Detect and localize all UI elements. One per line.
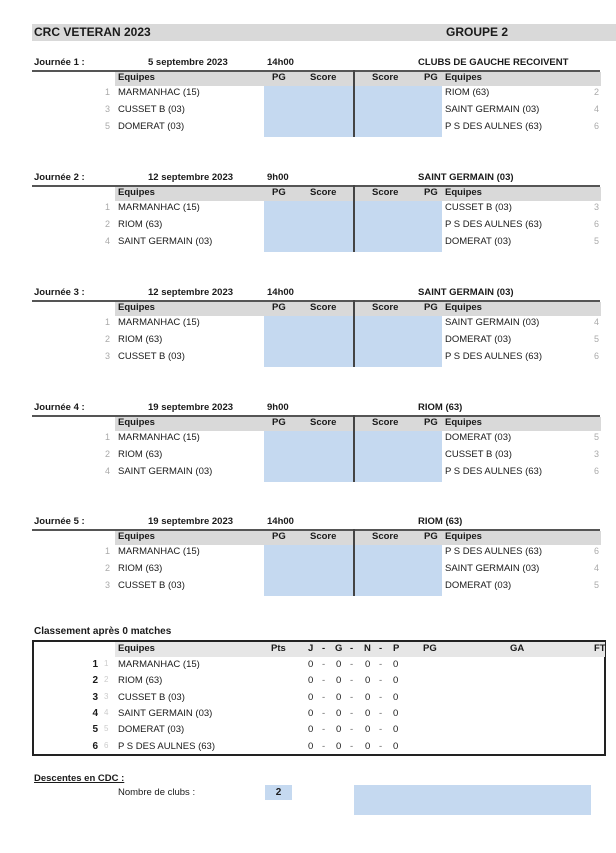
home-team: RIOM (63) [118, 219, 163, 230]
journee-label: Journée 4 : [34, 402, 85, 413]
away-team: P S DES AULNES (63) [445, 121, 542, 132]
journee-block [0, 57, 616, 147]
left-seed: 1 [104, 546, 110, 556]
left-seed: 3 [104, 351, 110, 361]
stat-j: 0 [308, 724, 314, 736]
team-name: P S DES AULNES (63) [118, 740, 215, 752]
standings-row [0, 675, 616, 691]
journee-time: 14h00 [267, 516, 294, 527]
stat-n: 0 [365, 740, 371, 752]
header-pg-left: PG [272, 72, 286, 83]
stat-separator: - [322, 659, 326, 670]
left-seed: 4 [104, 236, 110, 246]
right-seed: 6 [594, 466, 600, 476]
header-score-left: Score [310, 72, 337, 83]
match-row [0, 317, 616, 334]
right-seed: 6 [594, 546, 600, 556]
standings-header-dash: - [379, 643, 383, 654]
standings-row [0, 741, 616, 757]
journee-block [0, 516, 616, 606]
away-team: DOMERAT (03) [445, 432, 512, 443]
right-seed: 2 [594, 87, 600, 97]
seed: 5 [104, 724, 109, 734]
stat-j: 0 [308, 740, 314, 752]
left-seed: 1 [104, 87, 110, 97]
stat-separator: - [322, 740, 326, 752]
stat-g: 0 [336, 675, 342, 687]
header-score-left: Score [310, 187, 337, 198]
home-team: DOMERAT (03) [118, 121, 185, 132]
stat-g: 0 [336, 740, 342, 752]
journee-date: 19 septembre 2023 [148, 402, 234, 413]
away-team: P S DES AULNES (63) [445, 351, 542, 362]
header-pg-left: PG [272, 187, 286, 198]
stat-p: 0 [393, 675, 399, 687]
away-team: DOMERAT (03) [445, 334, 512, 345]
stat-separator: - [379, 691, 383, 703]
rank: 1 [92, 659, 98, 670]
journee-host: RIOM (63) [418, 516, 463, 527]
right-seed: 5 [594, 580, 600, 590]
header-equipes-right: Equipes [445, 531, 482, 542]
left-seed: 1 [104, 202, 110, 212]
home-team: MARMANHAC (15) [118, 202, 200, 213]
journee-label: Journée 2 : [34, 172, 85, 183]
home-team: MARMANHAC (15) [118, 87, 200, 98]
left-seed: 2 [104, 219, 110, 229]
home-team: RIOM (63) [118, 449, 163, 460]
match-row [0, 546, 616, 563]
header-equipes-right: Equipes [445, 187, 482, 198]
stat-n: 0 [365, 659, 371, 670]
journee-date: 12 septembre 2023 [148, 287, 234, 298]
team-name: MARMANHAC (15) [118, 659, 200, 670]
journee-date: 5 septembre 2023 [148, 57, 228, 68]
away-team: P S DES AULNES (63) [445, 219, 542, 230]
standings-header-dash: - [350, 643, 354, 654]
header-pg-right: PG [424, 302, 438, 313]
stat-j: 0 [308, 675, 314, 687]
stat-separator: - [350, 724, 354, 736]
journee-label: Journée 3 : [34, 287, 85, 298]
right-seed: 5 [594, 432, 600, 442]
stat-separator: - [379, 724, 383, 736]
seed: 3 [104, 691, 109, 701]
rank: 5 [92, 724, 98, 736]
stat-p: 0 [393, 740, 399, 752]
away-team: DOMERAT (03) [445, 236, 512, 247]
home-team: CUSSET B (03) [118, 580, 185, 591]
stat-separator: - [322, 675, 326, 687]
match-row [0, 236, 616, 253]
header-pg-right: PG [424, 531, 438, 542]
header-pg-left: PG [272, 417, 286, 428]
standings-row [0, 692, 616, 708]
stat-separator: - [322, 691, 326, 703]
home-team: CUSSET B (03) [118, 104, 185, 115]
stat-separator: - [350, 675, 354, 687]
right-seed: 5 [594, 334, 600, 344]
seed: 2 [104, 675, 109, 685]
journee-time: 9h00 [267, 402, 289, 413]
standings-header [115, 642, 605, 657]
match-row [0, 351, 616, 368]
right-seed: 3 [594, 449, 600, 459]
stat-separator: - [379, 659, 383, 670]
journee-header-row [115, 302, 601, 316]
page-title: CRC VETERAN 2023 [34, 25, 151, 39]
header-equipes-left: Equipes [118, 187, 155, 198]
left-seed: 4 [104, 466, 110, 476]
seed: 6 [104, 740, 109, 750]
journee-host: SAINT GERMAIN (03) [418, 172, 514, 183]
left-seed: 3 [104, 580, 110, 590]
standings-title: Classement après 0 matches [34, 626, 172, 637]
away-team: P S DES AULNES (63) [445, 546, 542, 557]
left-seed: 1 [104, 432, 110, 442]
stat-separator: - [350, 659, 354, 670]
left-seed: 2 [104, 334, 110, 344]
header-equipes-left: Equipes [118, 302, 155, 313]
rank: 2 [92, 675, 98, 687]
rank: 3 [92, 691, 98, 703]
journee-time: 14h00 [267, 287, 294, 298]
right-seed: 4 [594, 104, 600, 114]
journee-time: 14h00 [267, 57, 294, 68]
left-seed: 2 [104, 449, 110, 459]
rank: 4 [92, 707, 98, 719]
left-seed: 2 [104, 563, 110, 573]
journee-header-row [115, 417, 601, 431]
home-team: RIOM (63) [118, 334, 163, 345]
right-seed: 3 [594, 202, 600, 212]
stat-p: 0 [393, 659, 399, 670]
match-row [0, 432, 616, 449]
header-score-left: Score [310, 531, 337, 542]
journee-time: 9h00 [267, 172, 289, 183]
stat-p: 0 [393, 691, 399, 703]
header-equipes-right: Equipes [445, 302, 482, 313]
right-seed: 6 [594, 219, 600, 229]
stat-p: 0 [393, 707, 399, 719]
stat-separator: - [379, 740, 383, 752]
header-equipes-right: Equipes [445, 417, 482, 428]
match-row [0, 449, 616, 466]
stat-n: 0 [365, 675, 371, 687]
seed: 4 [104, 707, 109, 717]
standings-header-pg: PG [423, 643, 437, 654]
match-row [0, 202, 616, 219]
stat-g: 0 [336, 707, 342, 719]
journee-date: 12 septembre 2023 [148, 172, 234, 183]
right-seed: 4 [594, 563, 600, 573]
descentes-title: Descentes en CDC : [34, 773, 125, 784]
journee-block [0, 402, 616, 492]
home-team: MARMANHAC (15) [118, 546, 200, 557]
match-row [0, 121, 616, 138]
stat-n: 0 [365, 707, 371, 719]
stat-separator: - [379, 675, 383, 687]
stat-g: 0 [336, 691, 342, 703]
away-team: DOMERAT (03) [445, 580, 512, 591]
header-pg-right: PG [424, 417, 438, 428]
standings-header-j: J [308, 643, 314, 654]
stat-j: 0 [308, 707, 314, 719]
journee-label: Journée 5 : [34, 516, 85, 527]
header-pg-left: PG [272, 302, 286, 313]
descentes-count-field[interactable]: 2 [265, 785, 292, 800]
match-row [0, 334, 616, 351]
descentes-label: Nombre de clubs : [118, 787, 196, 798]
home-team: RIOM (63) [118, 563, 163, 574]
home-team: MARMANHAC (15) [118, 317, 200, 328]
standings-header-dash: - [322, 643, 326, 654]
standings-header-ga: GA [510, 643, 525, 654]
home-team: SAINT GERMAIN (03) [118, 236, 213, 247]
header-equipes-right: Equipes [445, 72, 482, 83]
standings-header-equipes: Equipes [118, 643, 155, 654]
away-team: CUSSET B (03) [445, 202, 512, 213]
stat-j: 0 [308, 659, 314, 670]
header-score-right: Score [372, 531, 399, 542]
match-row [0, 580, 616, 597]
journee-header-row [115, 72, 601, 86]
away-team: SAINT GERMAIN (03) [445, 104, 540, 115]
journee-label: Journée 1 : [34, 57, 85, 68]
standings-header-ft: FT [594, 643, 606, 654]
match-row [0, 87, 616, 104]
right-seed: 6 [594, 351, 600, 361]
stat-n: 0 [365, 691, 371, 703]
standings-row [0, 659, 616, 675]
stat-separator: - [322, 724, 326, 736]
team-name: DOMERAT (03) [118, 724, 185, 736]
rank: 6 [92, 740, 98, 752]
left-seed: 3 [104, 104, 110, 114]
team-name: CUSSET B (03) [118, 691, 185, 703]
journee-header-row [115, 531, 601, 545]
home-team: SAINT GERMAIN (03) [118, 466, 213, 477]
stat-g: 0 [336, 659, 342, 670]
right-seed: 5 [594, 236, 600, 246]
right-seed: 6 [594, 121, 600, 131]
home-team: MARMANHAC (15) [118, 432, 200, 443]
match-row [0, 219, 616, 236]
match-row [0, 563, 616, 580]
header-pg-left: PG [272, 531, 286, 542]
match-row [0, 104, 616, 121]
away-team: RIOM (63) [445, 87, 490, 98]
team-name: SAINT GERMAIN (03) [118, 707, 213, 719]
header-score-right: Score [372, 302, 399, 313]
stat-j: 0 [308, 691, 314, 703]
journee-block [0, 287, 616, 377]
home-team: CUSSET B (03) [118, 351, 185, 362]
journee-host: SAINT GERMAIN (03) [418, 287, 514, 298]
match-row [0, 466, 616, 483]
team-name: RIOM (63) [118, 675, 163, 687]
stat-p: 0 [393, 724, 399, 736]
stat-separator: - [379, 707, 383, 719]
standings-header-g: G [335, 643, 343, 654]
standings-header-pts: Pts [271, 643, 286, 654]
standings-row [0, 724, 616, 740]
journee-date: 19 septembre 2023 [148, 516, 234, 527]
header-score-right: Score [372, 72, 399, 83]
away-team: SAINT GERMAIN (03) [445, 563, 540, 574]
seed: 1 [104, 659, 109, 668]
header-score-left: Score [310, 417, 337, 428]
journee-header-row [115, 187, 601, 201]
standings-row [0, 708, 616, 724]
right-seed: 4 [594, 317, 600, 327]
group-title: GROUPE 2 [446, 25, 509, 39]
stat-separator: - [350, 691, 354, 703]
header-score-left: Score [310, 302, 337, 313]
header-pg-right: PG [424, 72, 438, 83]
descentes-clubs-field[interactable] [354, 785, 591, 815]
away-team: SAINT GERMAIN (03) [445, 317, 540, 328]
left-seed: 1 [104, 317, 110, 327]
stat-separator: - [350, 707, 354, 719]
header-equipes-left: Equipes [118, 417, 155, 428]
away-team: P S DES AULNES (63) [445, 466, 542, 477]
left-seed: 5 [104, 121, 110, 131]
header-score-right: Score [372, 187, 399, 198]
stat-separator: - [350, 740, 354, 752]
header-equipes-left: Equipes [118, 72, 155, 83]
header-equipes-left: Equipes [118, 531, 155, 542]
stat-separator: - [322, 707, 326, 719]
journee-host: RIOM (63) [418, 402, 463, 413]
stat-g: 0 [336, 724, 342, 736]
header-pg-right: PG [424, 187, 438, 198]
standings-header-p: P [393, 643, 400, 654]
journee-host: CLUBS DE GAUCHE RECOIVENT [418, 57, 569, 68]
away-team: CUSSET B (03) [445, 449, 512, 460]
stat-n: 0 [365, 724, 371, 736]
standings-header-n: N [364, 643, 371, 654]
header-score-right: Score [372, 417, 399, 428]
journee-block [0, 172, 616, 262]
